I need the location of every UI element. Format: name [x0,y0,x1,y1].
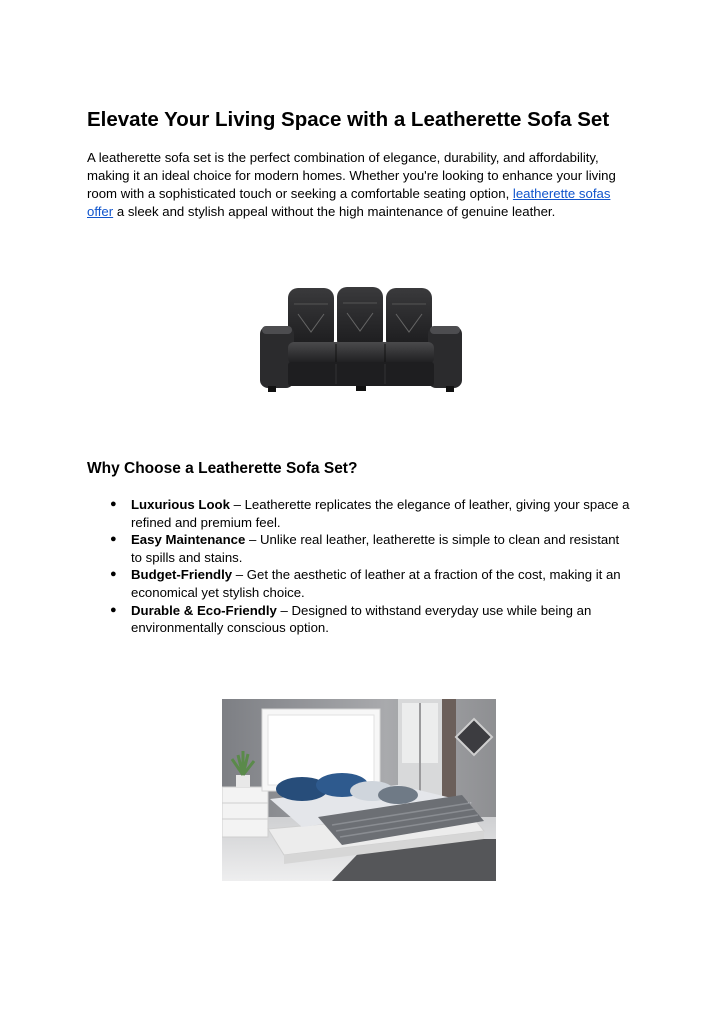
benefit-text: – Leatherette replicates the elegance of leather, giving your space a refined and premium feel. [131,497,630,530]
benefit-title: Durable & Eco-Friendly [131,602,277,618]
section-heading: Why Choose a Leatherette Sofa Set? [87,460,358,477]
benefits-list [87,496,632,637]
bullet-icon: ● [110,603,117,616]
benefit-title: Luxurious Look [131,497,230,512]
list-item [87,531,632,566]
list-item [87,496,632,531]
leather-sofa-image [258,282,464,394]
bullet-icon: ● [110,568,117,581]
list-item [87,566,632,601]
bedroom-image [222,699,496,881]
benefit-title: Easy Maintenance [131,532,246,548]
bullet-icon: ● [110,533,117,546]
list-item [87,602,632,637]
benefit-text: – Get the aesthetic of leather at a fraction of the cost, making it an economical yet stylish choice. [131,567,621,600]
bullet-icon: ● [110,498,117,510]
leatherette-sofas-link[interactable]: leatherette sofas offer [87,186,611,219]
intro-text-end: a sleek and stylish appeal without the high maintenance of genuine leather. [113,204,556,219]
benefit-title: Budget-Friendly [131,567,233,583]
benefit-text: – Unlike real leather, leatherette is simple to clean and resistant to spills and stains. [131,532,620,565]
intro-paragraph [87,149,627,221]
intro-text-start: A leatherette sofa set is the perfect combination of elegance, durability, and affordability, making it an ideal choice for modern homes. Whether you're looking to enhance your living room with a sophisticated touch or seeking a comfortable seating option, [87,150,616,201]
benefit-text: – Designed to withstand everyday use while being an environmentally conscious option. [131,602,592,636]
article-title: Elevate Your Living Space with a Leatherette Sofa Set [87,108,610,131]
